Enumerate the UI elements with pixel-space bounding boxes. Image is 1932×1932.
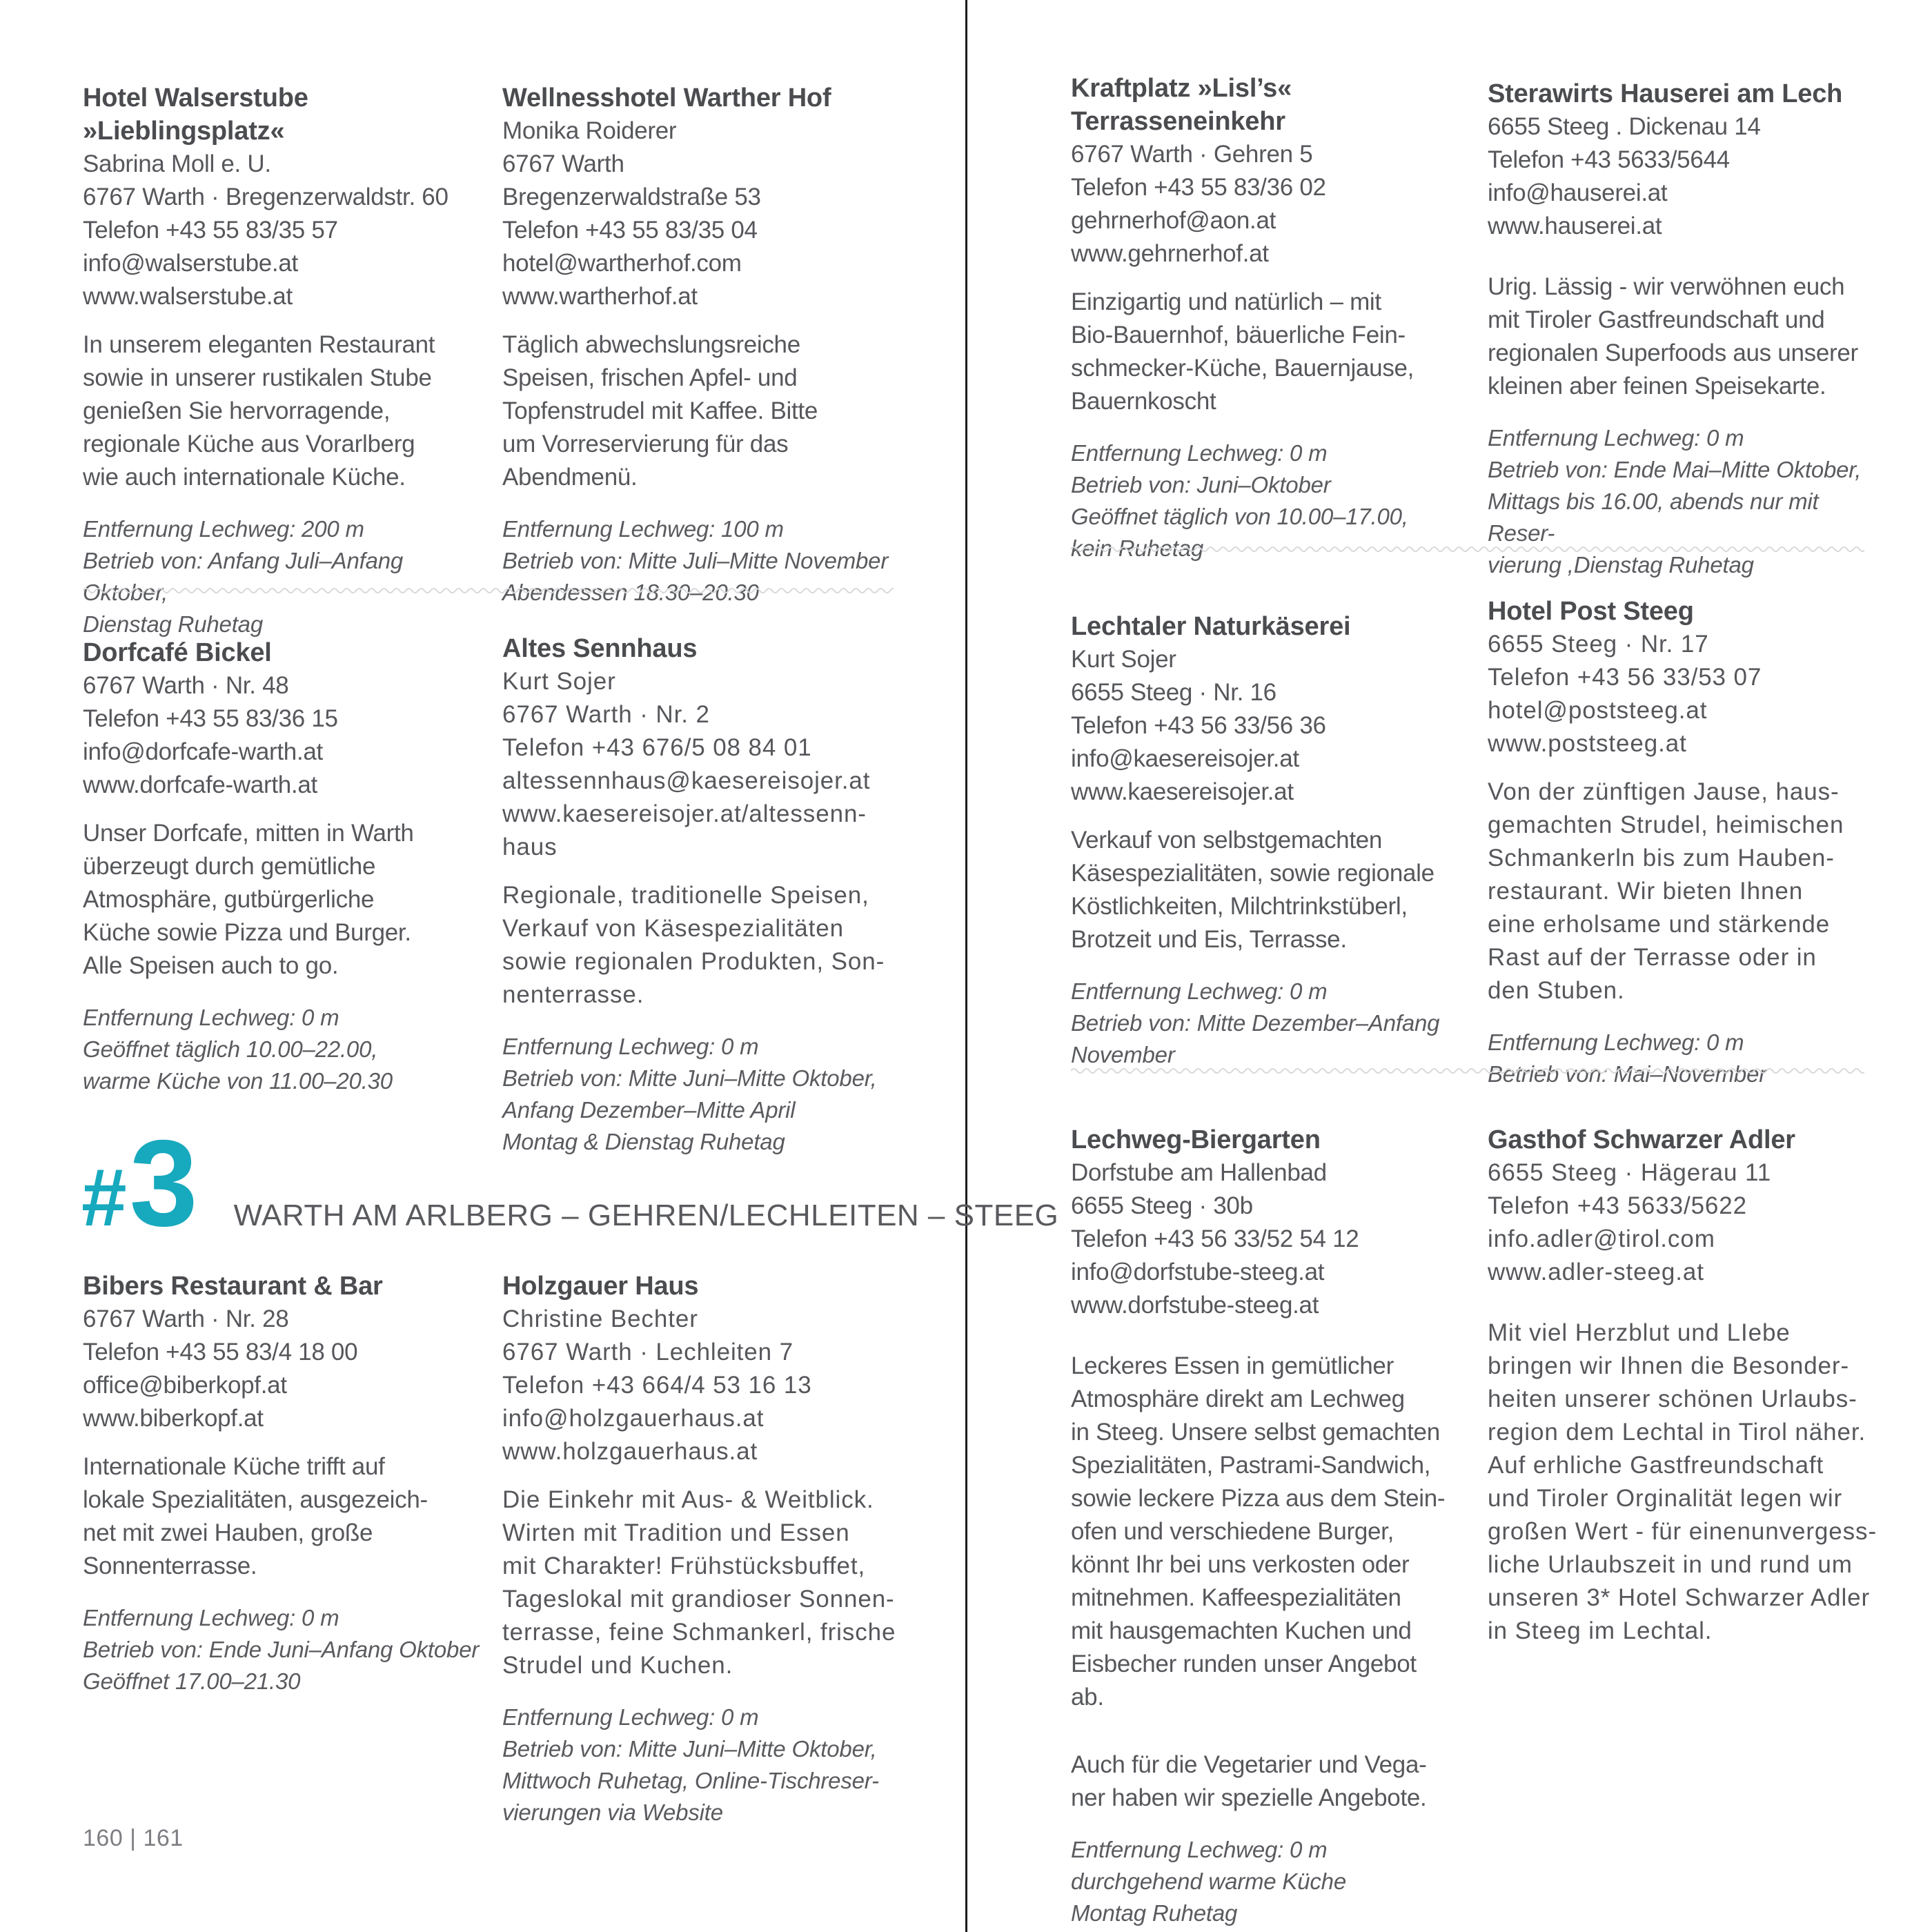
listing-description-line: genießen Sie hervorragende, xyxy=(83,397,391,424)
page-divider-rule xyxy=(965,0,967,1932)
listing-description-line: net mit zwei Hauben, große xyxy=(83,1519,373,1546)
listing-title xyxy=(1488,1123,1884,1156)
listing-title xyxy=(83,636,480,669)
listing-info-line: durchgehend warme Küche xyxy=(1071,1869,1346,1894)
listing-info-line: Entfernung Lechweg: 0 m xyxy=(1488,425,1744,451)
listing-info-line: Dienstag Ruhetag xyxy=(83,611,263,637)
listing-info-line: Entfernung Lechweg: 0 m xyxy=(1488,1029,1744,1055)
listing-description-line: Abendmenü. xyxy=(502,464,638,491)
listing-description-line: liche Urlaubszeit in und rund um xyxy=(1488,1551,1853,1578)
listing-info-line: vierungen via Website xyxy=(502,1800,723,1825)
listing-description xyxy=(1488,270,1884,403)
listing-contact xyxy=(1488,628,1884,760)
listing-description-line: Auf erhliche Gastfreundschaft xyxy=(1488,1452,1824,1479)
listing-info-line: Anfang Dezember–Mitte April xyxy=(502,1097,796,1123)
listing-description-line: Eisbecher runden unser Angebot xyxy=(1071,1650,1417,1677)
listing-info-line: vierung ,Dienstag Ruhetag xyxy=(1488,552,1754,578)
listing-description-line: sowie in unserer rustikalen Stube xyxy=(83,364,432,391)
listing-lechweg-biergarten xyxy=(1071,1123,1468,1929)
listing-description-line: mit Charakter! Frühstücksbuffet, xyxy=(502,1552,866,1579)
listing-contact xyxy=(1488,1156,1884,1289)
listing-contact-line: Kurt Sojer xyxy=(502,668,616,695)
listing-description-line: region dem Lechtal in Tirol näher. xyxy=(1488,1419,1866,1446)
listing-info-line: Betrieb von: Mitte Juni–Mitte Oktober, xyxy=(502,1065,877,1091)
listing-info-line: Betrieb von: Mitte Juli–Mitte November xyxy=(502,548,889,573)
listing-description-line: mit Tiroler Gastfreundschaft und xyxy=(1488,306,1825,333)
listing-contact-line: 6767 Warth · Nr. 48 xyxy=(83,672,289,699)
listing-contact-line: www.dorfcafe-warth.at xyxy=(83,771,317,798)
listing-info-line: Betrieb von: Juni–Oktober xyxy=(1071,472,1331,497)
listing-description-line: Atmosphäre, gutbürgerliche xyxy=(83,886,375,913)
listing-contact-line: Telefon +43 5633/5622 xyxy=(1488,1192,1748,1219)
listing-description-line: wie auch internationale Küche. xyxy=(83,464,406,491)
listing-description-line: heiten unserer schönen Urlaubs- xyxy=(1488,1386,1857,1412)
listing-info-line: Entfernung Lechweg: 0 m xyxy=(1071,1837,1328,1862)
listing-description-line: Die Einkehr mit Aus- & Weitblick. xyxy=(502,1486,874,1513)
listing-title-line: Altes Sennhaus xyxy=(502,634,698,663)
listing-contact-line: Dorfstube am Hallenbad xyxy=(1071,1159,1327,1186)
listing-description-line: bringen wir Ihnen die Besonder- xyxy=(1488,1352,1850,1379)
listing-contact xyxy=(1488,110,1884,243)
listing-description-line: ab. xyxy=(1071,1684,1104,1711)
listing-contact xyxy=(83,148,480,313)
listing-description-line: überzeugt durch gemütliche xyxy=(83,853,376,880)
listing-contact-line: info@dorfcafe-warth.at xyxy=(83,738,323,765)
listing-info-line: Betrieb von: Anfang Juli–Anfang Oktober, xyxy=(83,548,404,605)
listing-title-line: Sterawirts Hauserei am Lech xyxy=(1488,79,1843,108)
listing-description-line: Strudel und Kuchen. xyxy=(502,1652,733,1679)
listing-description-line: Unser Dorfcafe, mitten in Warth xyxy=(83,820,414,847)
listing-description-line: ofen und verschiedene Burger, xyxy=(1071,1518,1394,1545)
listing-info-line: Betrieb von: Ende Juni–Anfang Oktober xyxy=(83,1637,480,1662)
listing-description xyxy=(502,328,899,494)
listing-title-line: Wellnesshotel Warther Hof xyxy=(502,83,831,112)
listing-contact-line: 6767 Warth · Lechleiten 7 xyxy=(502,1339,793,1366)
listing-contact xyxy=(1071,1156,1468,1322)
listing-title xyxy=(1488,77,1884,110)
listing-contact xyxy=(1071,138,1468,270)
listing-contact-line: info@holzgauerhaus.at xyxy=(502,1405,765,1432)
listing-contact-line: info@hauserei.at xyxy=(1488,179,1668,206)
wavy-separator xyxy=(1071,1065,1864,1075)
listing-description-line: in Steeg im Lechtal. xyxy=(1488,1617,1713,1644)
listing-contact-line: www.dorfstube-steeg.at xyxy=(1071,1292,1319,1319)
listing-contact-line: Christine Bechter xyxy=(502,1305,698,1332)
listing-info-line: warme Küche von 11.00–20.30 xyxy=(83,1068,393,1094)
listing-contact-line: 6767 Warth · Nr. 2 xyxy=(502,701,710,728)
listing-description-line: Von der zünftigen Jause, haus- xyxy=(1488,778,1840,805)
listing-contact-line: Telefon +43 55 83/4 18 00 xyxy=(83,1339,358,1366)
listing-title-line: »Lieblingsplatz« xyxy=(83,117,285,146)
listing-info xyxy=(502,1702,899,1828)
listing-contact-line: www.wartherhof.at xyxy=(502,283,698,310)
stage-section-header xyxy=(81,1112,1059,1254)
listing-title xyxy=(502,81,899,115)
listing-description-line: terrasse, feine Schmankerl, frische xyxy=(502,1619,896,1646)
listing-contact-line: www.hauserei.at xyxy=(1488,213,1662,239)
listing-contact-line: Telefon +43 664/4 53 16 13 xyxy=(502,1372,812,1399)
listing-description-line: Auch für die Vegetarier und Vega- xyxy=(1071,1751,1427,1778)
listing-contact-line: Monika Roiderer xyxy=(502,117,677,144)
listing-title xyxy=(1488,595,1884,628)
listing-info-line: Entfernung Lechweg: 100 m xyxy=(502,516,784,542)
listing-description-line: lokale Spezialitäten, ausgezeich- xyxy=(83,1486,428,1513)
listing-lechtaler-naturkaeserei xyxy=(1071,610,1468,1071)
listing-info-line: Geöffnet täglich 10.00–22.00, xyxy=(83,1036,378,1062)
hash-icon: # xyxy=(81,1152,126,1243)
listing-description-line: Atmosphäre direkt am Lechweg xyxy=(1071,1386,1405,1412)
listing-description xyxy=(83,328,480,494)
listing-contact-line: Telefon +43 55 83/35 57 xyxy=(83,217,338,244)
listing-info xyxy=(1071,1834,1468,1929)
listing-contact-line: Bregenzerwaldstraße 53 xyxy=(502,184,761,210)
listing-description-line: eine erholsame und stärkende xyxy=(1488,911,1831,938)
listing-hotel-walserstube xyxy=(83,81,480,640)
listing-description-line: Topfenstrudel mit Kaffee. Bitte xyxy=(502,397,818,424)
listing-contact-line: www.kaesereisojer.at/altessenn- xyxy=(502,800,867,827)
listing-info-line: Entfernung Lechweg: 200 m xyxy=(83,516,364,542)
listing-description-line: Urig. Lässig - wir verwöhnen euch xyxy=(1488,273,1845,300)
listing-contact-line: www.poststeeg.at xyxy=(1488,730,1687,757)
listing-description-line: gemachten Strudel, heimischen xyxy=(1488,811,1844,838)
listing-info xyxy=(83,513,480,640)
listing-kraftplatz-lisls xyxy=(1071,72,1468,564)
listing-info-line: Betrieb von: Mai–November xyxy=(1488,1061,1767,1087)
listing-info-line: Betrieb von: Mitte Dezember–Anfang xyxy=(1071,1010,1440,1036)
listing-info-line: Entfernung Lechweg: 0 m xyxy=(1071,978,1328,1004)
listing-description-line: Käsespezialitäten, sowie regionale xyxy=(1071,860,1435,887)
listing-contact-line: 6655 Steeg · 30b xyxy=(1071,1192,1253,1219)
listing-description-line: restaurant. Wir bieten Ihnen xyxy=(1488,878,1804,905)
listing-info xyxy=(1488,1027,1884,1090)
listing-title xyxy=(502,1270,899,1303)
listing-description-line: Täglich abwechslungsreiche xyxy=(502,331,800,358)
listing-contact-line: info@kaesereisojer.at xyxy=(1071,745,1299,772)
listing-description xyxy=(1071,1350,1468,1714)
listing-info-line: Betrieb von: Mitte Juni–Mitte Oktober, xyxy=(502,1736,877,1762)
listing-description-line: Leckeres Essen in gemütlicher xyxy=(1071,1352,1394,1379)
listing-contact xyxy=(502,1303,899,1468)
listing-info-line: Mittwoch Ruhetag, Online-Tischreser- xyxy=(502,1768,879,1793)
listing-info-line: Entfernung Lechweg: 0 m xyxy=(83,1605,339,1630)
listing-contact xyxy=(502,115,899,313)
listing-contact-line: altessennhaus@kaesereisojer.at xyxy=(502,767,871,794)
listing-description-line: großen Wert - für einenunvergess- xyxy=(1488,1518,1877,1545)
listing-contact-line: Telefon +43 5633/5644 xyxy=(1488,146,1730,173)
listing-title-line: Lechtaler Naturkäserei xyxy=(1071,612,1351,641)
listing-info-line: Betrieb von: Ende Mai–Mitte Oktober, xyxy=(1488,457,1862,482)
listing-contact-line: hotel@poststeeg.at xyxy=(1488,697,1708,724)
listing-contact-line: 6767 Warth · Bregenzerwaldstr. 60 xyxy=(83,184,448,210)
listing-contact-line: 6767 Warth xyxy=(502,150,624,177)
listing-title xyxy=(1071,72,1468,138)
listing-description-line: nenterrasse. xyxy=(502,981,644,1008)
listing-info-line: Mittags bis 16.00, abends nur mit Reser- xyxy=(1488,489,1819,546)
listing-description xyxy=(83,1450,480,1583)
listing-description-line: Speisen, frischen Apfel- und xyxy=(502,364,798,391)
listing-contact-line: www.kaesereisojer.at xyxy=(1071,778,1294,805)
listing-contact-line: www.biberkopf.at xyxy=(83,1405,264,1432)
listing-description-line: Küche sowie Pizza und Burger. xyxy=(83,919,411,946)
listing-info-line: Montag & Dienstag Ruhetag xyxy=(502,1129,785,1154)
listing-contact-line: hotel@wartherhof.com xyxy=(502,250,742,277)
listing-sterawirts-hauserei xyxy=(1488,77,1884,581)
listing-info xyxy=(83,1002,480,1097)
listing-contact-line: Telefon +43 55 83/36 02 xyxy=(1071,174,1326,201)
listing-description-line: kleinen aber feinen Speisekarte. xyxy=(1488,373,1826,400)
listing-contact-line: www.gehrnerhof.at xyxy=(1071,240,1269,267)
listing-contact-line: Telefon +43 55 83/36 15 xyxy=(83,705,338,732)
listing-gasthof-schwarzer-adler xyxy=(1488,1123,1884,1648)
listing-info-line: Geöffnet täglich von 10.00–17.00, xyxy=(1071,504,1408,529)
listing-contact xyxy=(1071,643,1468,809)
listing-info-line: November xyxy=(1071,1042,1175,1067)
listing-description-line: Internationale Küche trifft auf xyxy=(83,1453,385,1480)
section-title: WARTH AM ARLBERG – GEHREN/LECHLEITEN – STEEG xyxy=(233,1199,1059,1232)
listing-title xyxy=(83,81,480,148)
listing-title-line: Holzgauer Haus xyxy=(502,1272,699,1301)
listing-description-line: Schmankerln bis zum Hauben- xyxy=(1488,845,1835,871)
listing-description-line: Wirten mit Tradition und Essen xyxy=(502,1519,850,1546)
listing-description-line: Verkauf von selbstgemachten xyxy=(1071,827,1383,854)
listing-description-line: um Vorreservierung für das xyxy=(502,431,789,457)
listing-description xyxy=(83,817,480,983)
wavy-separator xyxy=(1071,544,1864,553)
listing-contact-line: gehrnerhof@aon.at xyxy=(1071,207,1276,234)
listing-description-line: Brotzeit und Eis, Terrasse. xyxy=(1071,926,1347,953)
listing-contact-line: www.holzgauerhaus.at xyxy=(502,1438,758,1465)
listing-contact-line: haus xyxy=(502,834,558,860)
listing-contact-line: www.adler-steeg.at xyxy=(1488,1259,1704,1285)
listing-description xyxy=(1071,1748,1468,1815)
listing-title-line: Bibers Restaurant & Bar xyxy=(83,1272,383,1301)
listing-wellnesshotel-warther-hof xyxy=(502,81,899,609)
page-numbers: 160 | 161 xyxy=(83,1825,184,1851)
listing-title xyxy=(1071,1123,1468,1156)
listing-contact-line: 6655 Steeg · Nr. 17 xyxy=(1488,631,1709,658)
listing-dorfcafe-bickel xyxy=(83,636,480,1097)
wavy-separator xyxy=(83,585,894,595)
listing-description-line: unseren 3* Hotel Schwarzer Adler xyxy=(1488,1584,1871,1611)
listing-description-line: den Stuben. xyxy=(1488,977,1625,1004)
listing-title xyxy=(83,1270,480,1303)
listing-contact-line: Telefon +43 56 33/56 36 xyxy=(1071,712,1326,739)
listing-bibers-restaurant xyxy=(83,1270,480,1697)
listing-description-line: Alle Speisen auch to go. xyxy=(83,952,339,979)
listing-description-line: Regionale, traditionelle Speisen, xyxy=(502,882,869,909)
listing-hotel-post-steeg xyxy=(1488,595,1884,1090)
listing-contact-line: info@dorfstube-steeg.at xyxy=(1071,1259,1325,1285)
listing-contact-line: office@biberkopf.at xyxy=(83,1372,287,1399)
listing-description-line: und Tiroler Orginalität legen wir xyxy=(1488,1485,1843,1512)
listing-description xyxy=(1071,824,1468,956)
listing-description-line: Bio-Bauernhof, bäuerliche Fein- xyxy=(1071,322,1406,348)
listing-description-line: könnt Ihr bei uns verkosten oder xyxy=(1071,1551,1410,1578)
listing-contact-line: Kurt Sojer xyxy=(1071,646,1176,673)
listing-description xyxy=(1488,1317,1884,1648)
listing-contact-line: 6655 Steeg · Hägerau 11 xyxy=(1488,1159,1772,1186)
section-number: 3 xyxy=(129,1114,198,1252)
listing-title-line: Gasthof Schwarzer Adler xyxy=(1488,1125,1795,1154)
listing-contact-line: 6767 Warth · Gehren 5 xyxy=(1071,141,1313,168)
listing-info xyxy=(1488,422,1884,581)
listing-title-line: Hotel Walserstube xyxy=(83,83,308,112)
listing-description-line: Einzigartig und natürlich – mit xyxy=(1071,288,1381,315)
listing-info-line: Entfernung Lechweg: 0 m xyxy=(1071,440,1328,466)
listing-description-line: regionale Küche aus Vorarlberg xyxy=(83,431,415,457)
listing-description xyxy=(1071,286,1468,418)
listing-contact-line: 6767 Warth · Nr. 28 xyxy=(83,1305,289,1332)
listing-info-line: Geöffnet 17.00–21.30 xyxy=(83,1668,301,1694)
listing-description-line: sowie leckere Pizza aus dem Stein- xyxy=(1071,1485,1446,1512)
listing-title-line: Hotel Post Steeg xyxy=(1488,597,1694,626)
listing-description-line: Mit viel Herzblut und LIebe xyxy=(1488,1319,1791,1346)
listing-description-line: Verkauf von Käsespezialitäten xyxy=(502,915,845,942)
listing-contact-line: Telefon +43 55 83/35 04 xyxy=(502,217,758,244)
listing-contact-line: Telefon +43 56 33/53 07 xyxy=(1488,664,1762,691)
listing-description-line: In unserem eleganten Restaurant xyxy=(83,331,435,358)
listing-info xyxy=(1071,976,1468,1071)
listing-contact-line: Telefon +43 676/5 08 84 01 xyxy=(502,734,812,761)
listing-contact-line: 6655 Steeg · Nr. 16 xyxy=(1071,679,1276,706)
listing-altes-sennhaus xyxy=(502,632,899,1158)
listing-contact xyxy=(502,665,899,864)
listing-info-line: Entfernung Lechweg: 0 m xyxy=(83,1005,339,1030)
listing-contact xyxy=(83,669,480,802)
listing-description-line: sowie regionalen Produkten, Son- xyxy=(502,948,885,975)
listing-description-line: Bauernkoscht xyxy=(1071,388,1216,415)
listing-title-line: Dorfcafé Bickel xyxy=(83,638,272,667)
listing-description xyxy=(502,1483,899,1682)
listing-description-line: Spezialitäten, Pastrami-Sandwich, xyxy=(1071,1452,1431,1479)
listing-title xyxy=(502,632,899,665)
listing-description-line: regionalen Superfoods aus unserer xyxy=(1488,339,1858,366)
listing-info-line: Entfernung Lechweg: 0 m xyxy=(502,1704,759,1730)
listing-description-line: schmecker-Küche, Bauernjause, xyxy=(1071,355,1414,382)
listing-contact-line: info@walserstube.at xyxy=(83,250,298,277)
listing-title-line: Lechweg-Biergarten xyxy=(1071,1125,1321,1154)
listing-title-line: Kraftplatz »Lisl’s« xyxy=(1071,74,1292,103)
listing-description xyxy=(1488,776,1884,1007)
listing-info-line: kein Ruhetag xyxy=(1071,535,1204,561)
listing-contact-line: Sabrina Moll e. U. xyxy=(83,150,271,177)
listing-title xyxy=(1071,610,1468,643)
listing-description xyxy=(502,879,899,1012)
listing-contact-line: info.adler@tirol.com xyxy=(1488,1225,1715,1252)
listing-description-line: mitnehmen. Kaffeespezialitäten xyxy=(1071,1584,1401,1611)
listing-description-line: Tageslokal mit grandioser Sonnen- xyxy=(502,1586,895,1613)
listing-description-line: Köstlichkeiten, Milchtrinkstüberl, xyxy=(1071,893,1408,920)
listing-info-line: Montag Ruhetag xyxy=(1071,1900,1238,1926)
listing-info-line: Abendessen 18.30–20.30 xyxy=(502,580,759,605)
listing-contact xyxy=(83,1303,480,1435)
listing-holzgauer-haus xyxy=(502,1270,899,1828)
listing-description-line: Sonnenterrasse. xyxy=(83,1552,257,1579)
listing-title-line: Terrasseneinkehr xyxy=(1071,107,1285,136)
listing-contact-line: Telefon +43 56 33/52 54 12 xyxy=(1071,1225,1359,1252)
listing-contact-line: 6655 Steeg . Dickenau 14 xyxy=(1488,113,1761,140)
listing-description-line: mit hausgemachten Kuchen und xyxy=(1071,1617,1412,1644)
listing-description-line: ner haben wir spezielle Angebote. xyxy=(1071,1784,1427,1811)
listing-description-line: Rast auf der Terrasse oder in xyxy=(1488,944,1817,971)
listing-contact-line: www.walserstube.at xyxy=(83,283,293,310)
listing-info xyxy=(83,1602,480,1697)
listing-description-line: in Steeg. Unsere selbst gemachten xyxy=(1071,1419,1440,1446)
listing-info-line: Entfernung Lechweg: 0 m xyxy=(502,1034,759,1059)
